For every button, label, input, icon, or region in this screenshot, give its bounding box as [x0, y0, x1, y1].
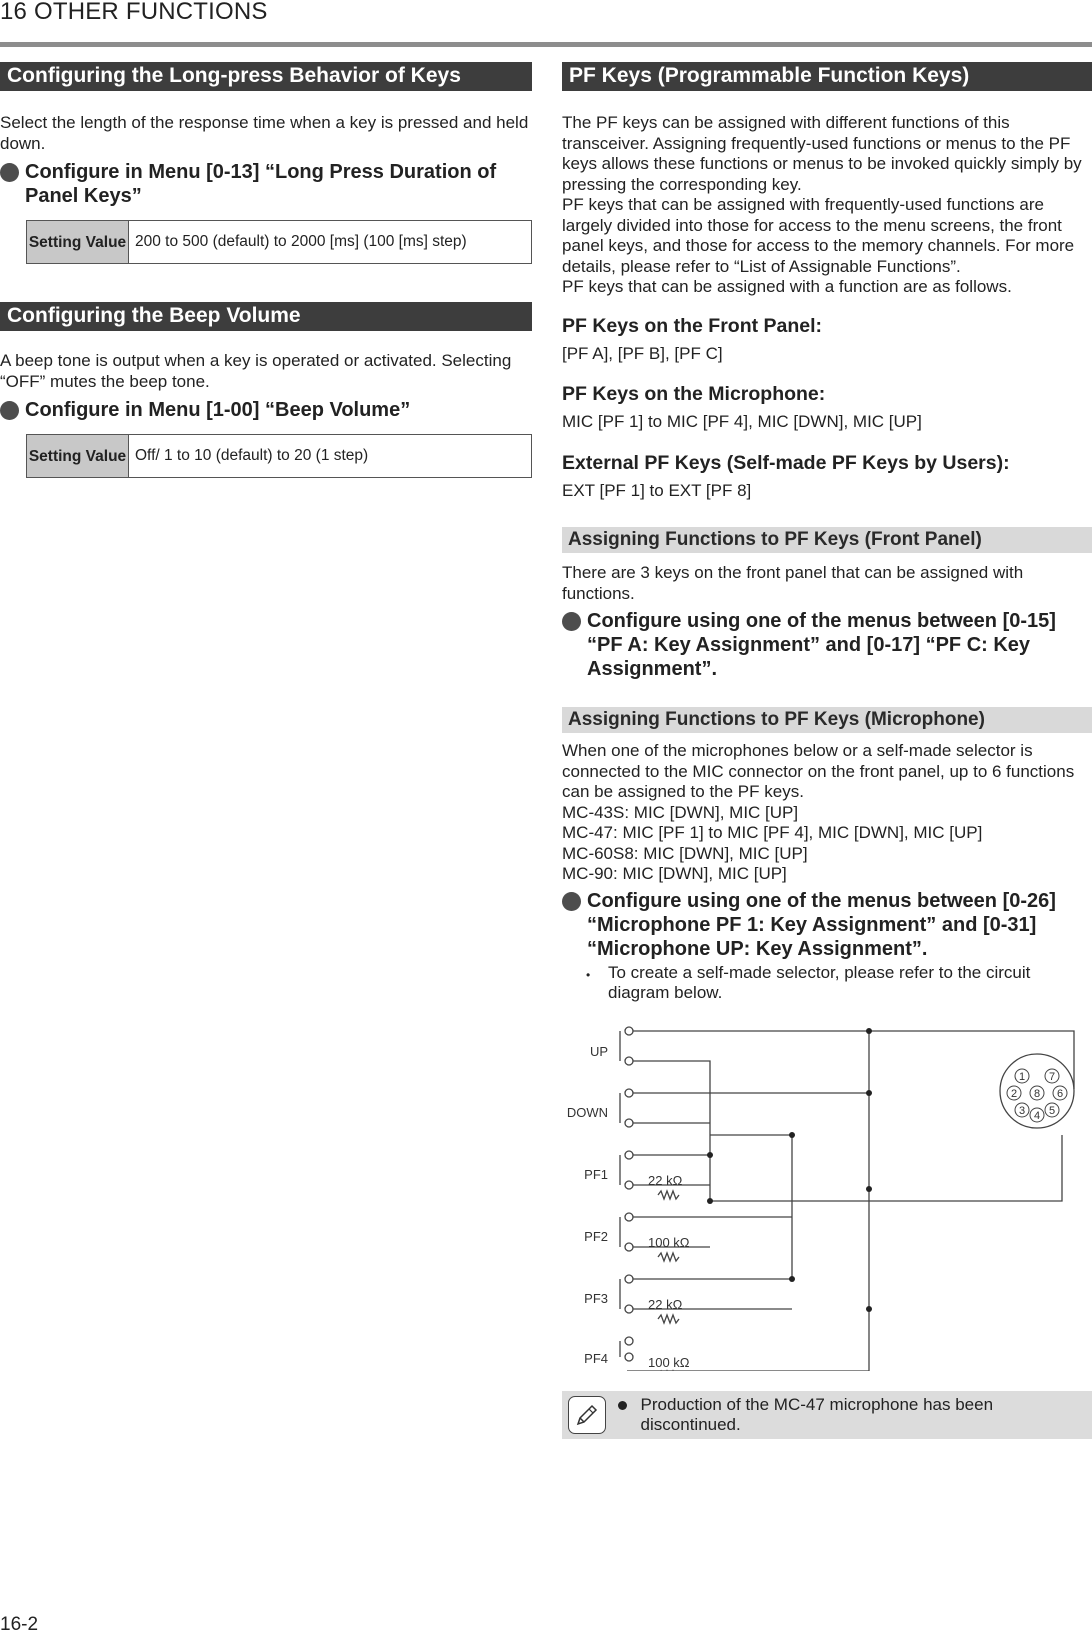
beep-setting-table	[26, 434, 532, 478]
note-text	[618, 1395, 1092, 1435]
microphone-line: MC-43S: MIC [DWN], MIC [UP]	[562, 802, 799, 822]
switch-pf3	[620, 1275, 633, 1313]
long-press-menu-heading	[0, 160, 532, 208]
page-number: 16-2	[0, 1614, 39, 1635]
pf-group-heading: PF Keys on the Front Panel:	[562, 314, 823, 337]
front-panel-menu-heading	[562, 609, 1092, 681]
connector-pin: 3	[1018, 1104, 1026, 1117]
connector-pin: 8	[1033, 1087, 1041, 1100]
setting-value-label: Setting Value	[27, 221, 129, 264]
connector-pin: 5	[1048, 1104, 1056, 1117]
connector-pin: 7	[1048, 1070, 1056, 1083]
front-panel-description: There are 3 keys on the front panel that can be assigned with functions.	[562, 563, 1024, 603]
connector-pin: 4	[1033, 1109, 1041, 1122]
note-bullet	[618, 1401, 627, 1410]
pf-group-items: EXT [PF 1] to EXT [PF 8]	[562, 480, 752, 500]
header-rule	[0, 42, 1092, 47]
microphone-menu-text: Configure using one of the menus between [0-26] “Microphone PF 1: Key Assignment” and [0-31] “Microphone UP: Key Assignment”.	[587, 889, 1056, 960]
switch-label: DOWN	[566, 1104, 608, 1120]
switch-label: UP	[589, 1043, 608, 1059]
resistor-label: 100 kΩ	[648, 1234, 690, 1250]
switch-label: PF4	[584, 1350, 608, 1366]
microphone-menu-heading	[562, 889, 1092, 961]
pf-group-items: [PF A], [PF B], [PF C]	[562, 343, 723, 363]
circuit-note-text: To create a self-made selector, please refer to the circuit diagram below.	[608, 962, 1031, 1002]
microphone-line: MC-47: MIC [PF 1] to MIC [PF 4], MIC [DWN], MIC [UP]	[562, 823, 983, 842]
pf-group-heading: PF Keys on the Microphone:	[562, 383, 826, 405]
long-press-menu-text: Configure in Menu [0-13] “Long Press Duration of Panel Keys”	[25, 161, 497, 207]
chapter-title: 16 OTHER FUNCTIONS	[0, 0, 268, 25]
pf-keys-paragraph: PF keys that can be assigned with frequently-used functions are largely divided into those for access to the menu screens, the front panel keys, and those for access to the memory channels. For more details, please refer to “List of Assignable Functions”.	[562, 195, 1075, 276]
bullet-circle-icon	[562, 892, 581, 911]
front-panel-menu-text: Configure using one of the menus between [0-15] “PF A: Key Assignment” and [0-17] “PF C: Key Assignment”.	[587, 610, 1056, 680]
bullet-mark: •	[586, 967, 591, 982]
setting-value-label: Setting Value	[27, 435, 129, 478]
switch-pf2	[620, 1213, 633, 1251]
bullet-circle-icon	[562, 612, 581, 631]
switch-pf4	[620, 1337, 633, 1361]
switch-label: PF2	[584, 1228, 608, 1244]
beep-menu-heading	[0, 398, 532, 422]
pf-keys-paragraph: The PF keys can be assigned with different functions of this transceiver. Assigning frequently-used functions or menus to the PF keys allows these functions or menus to be invoked quickly simply by pressing the corresponding key.	[562, 113, 1082, 194]
beep-description: A beep tone is output when a key is operated or activated. Selecting “OFF” mutes the beep tone.	[0, 351, 512, 391]
switch-pf1	[620, 1151, 633, 1189]
setting-value: Off/ 1 to 10 (default) to 20 (1 step)	[129, 435, 532, 478]
microphone-line: MC-90: MIC [DWN], MIC [UP]	[562, 864, 787, 883]
subsection-title-front-panel: Assigning Functions to PF Keys (Front Panel)	[562, 527, 1092, 553]
pencil-note-icon	[568, 1396, 606, 1434]
bullet-circle-icon	[0, 401, 19, 420]
pf-keys-intro	[562, 113, 1092, 298]
microphone-description	[562, 741, 1092, 885]
long-press-setting-table	[26, 220, 532, 264]
pf-keys-paragraph: PF keys that can be assigned with a function are as follows.	[562, 277, 1012, 296]
connector-pin: 2	[1010, 1087, 1018, 1100]
setting-value: 200 to 500 (default) to 2000 [ms] (100 [ms] step)	[129, 221, 532, 264]
connector-pin: 6	[1056, 1087, 1064, 1100]
note-content: Production of the MC-47 microphone has been discontinued.	[640, 1394, 994, 1434]
bullet-circle-icon	[0, 163, 19, 182]
section-title-pf-keys: PF Keys (Programmable Function Keys)	[562, 62, 1092, 91]
circuit-note	[586, 963, 1092, 1003]
circuit-diagram	[562, 1011, 1092, 1371]
resistor-label: 22 kΩ	[648, 1296, 683, 1312]
long-press-description: Select the length of the response time when a key is pressed and held down.	[0, 113, 529, 153]
switch-up	[620, 1027, 633, 1065]
section-title-long-press: Configuring the Long-press Behavior of Keys	[0, 62, 532, 91]
beep-menu-text: Configure in Menu [1-00] “Beep Volume”	[25, 399, 411, 421]
microphone-line: When one of the microphones below or a self-made selector is connected to the MIC connector on the front panel, up to 6 functions can be assigned to the PF keys.	[562, 741, 1075, 801]
switch-label: PF3	[584, 1290, 608, 1306]
connector-pin: 1	[1018, 1070, 1026, 1083]
resistor-label: 100 kΩ	[648, 1354, 690, 1370]
subsection-title-microphone: Assigning Functions to PF Keys (Microphone)	[562, 707, 1092, 733]
microphone-line: MC-60S8: MIC [DWN], MIC [UP]	[562, 843, 808, 863]
section-title-beep-volume: Configuring the Beep Volume	[0, 302, 532, 331]
pf-group-items: MIC [PF 1] to MIC [PF 4], MIC [DWN], MIC [UP]	[562, 412, 922, 431]
switch-label: PF1	[584, 1166, 608, 1182]
left-column	[0, 62, 532, 478]
resistor-label: 22 kΩ	[648, 1172, 683, 1188]
right-column	[562, 62, 1092, 1439]
note-box	[562, 1391, 1092, 1439]
switch-down	[620, 1089, 633, 1127]
pf-group-heading: External PF Keys (Self-made PF Keys by Users):	[562, 451, 1010, 474]
